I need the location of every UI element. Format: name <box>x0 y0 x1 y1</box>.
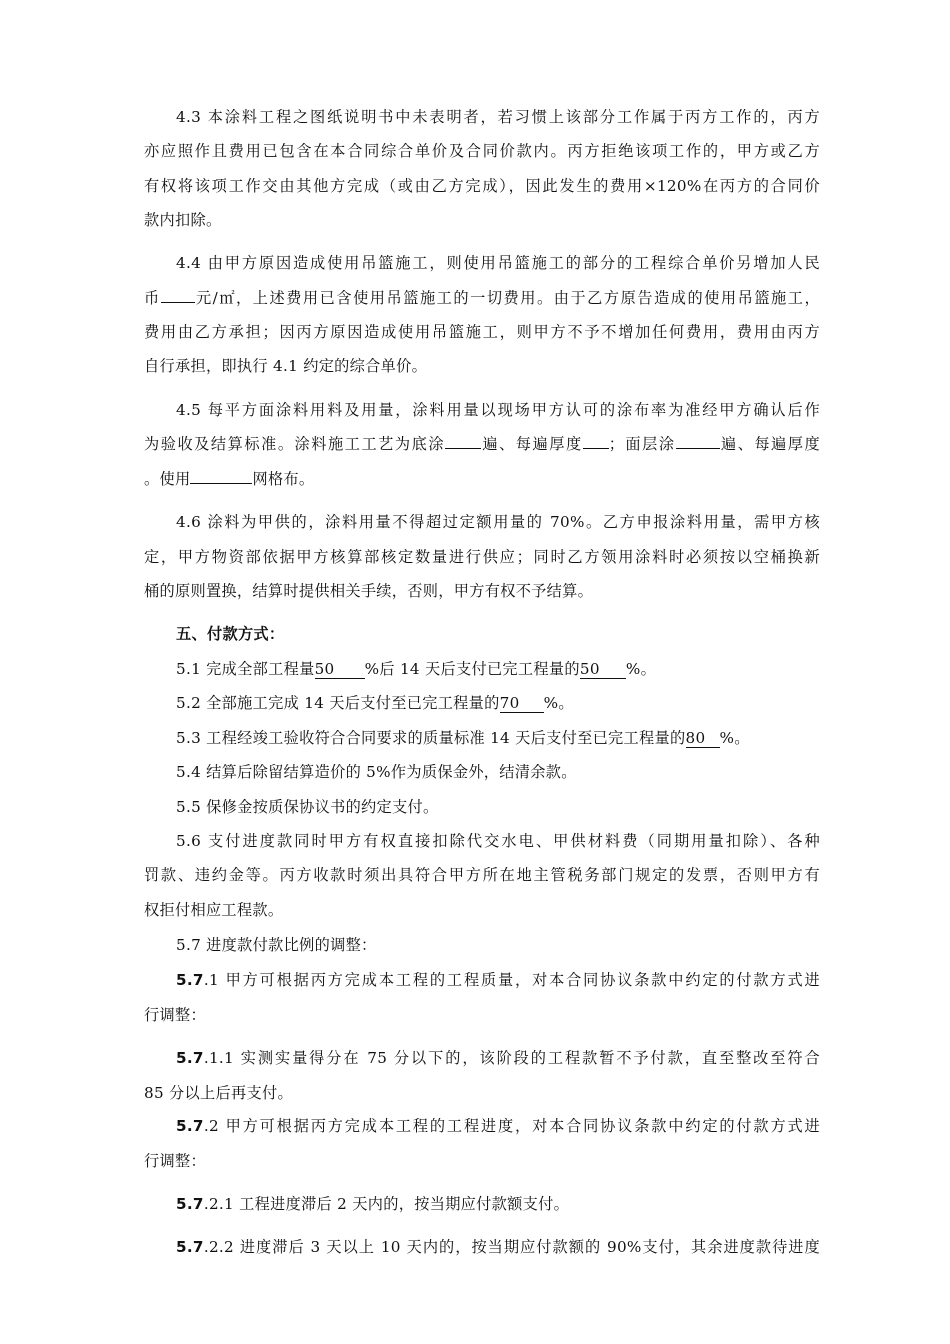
text-segment: 遍、每遍厚度 <box>481 435 583 453</box>
clause-number: 5.7 <box>176 1049 204 1067</box>
text-segment: 5.3 工程经竣工验收符合合同要求的质量标准 14 天后支付至已完工程量的 <box>176 729 686 747</box>
text-segment: ；面层涂 <box>608 435 676 453</box>
clause-number: 5.7 <box>176 1195 204 1213</box>
clause-number: 5.7 <box>176 1117 204 1135</box>
text-segment: %。 <box>625 660 657 678</box>
clause-4-5-line-2 <box>144 427 820 462</box>
blank-field <box>161 302 195 303</box>
clause-5-7-1-line-2: 行调整： <box>144 1006 206 1024</box>
blank-field <box>190 483 252 484</box>
clause-5-6-line-1: 5.6 支付进度款同时甲方有权直接扣除代交水电、甲供材料费（同期用量扣除）、各种 <box>176 832 820 850</box>
clause-5-5: 5.5 保修金按质保协议书的约定支付。 <box>176 798 439 816</box>
clause-5-7-2-line-1 <box>176 1109 820 1144</box>
section-heading-payment: 五、付款方式： <box>176 625 285 643</box>
clause-5-3 <box>176 721 820 756</box>
text-segment: .2.1 工程进度滞后 2 天内的，按当期应付款额支付。 <box>203 1195 570 1213</box>
text-segment: .1.1 实测实量得分在 75 分以下的，该阶段的工程款暂不予付款，直至整改至符合 <box>203 1049 820 1067</box>
text-segment: %。 <box>719 729 750 747</box>
clause-5-7-2-2-line-1 <box>176 1230 820 1265</box>
clause-5-6-line-2: 罚款、违约金等。丙方收款时须出具符合甲方所在地主管税务部门规定的发票，否则甲方有 <box>144 866 820 884</box>
clause-5-7-1-1-line-1 <box>176 1041 820 1076</box>
blank-field <box>583 448 609 449</box>
text-segment: 网格布。 <box>252 470 315 488</box>
clause-4-3-line-3: 有权将该项工作交由其他方完成（或由乙方完成），因此发生的费用×120%在丙方的合同价 <box>144 177 820 195</box>
clause-4-5-line-3 <box>144 462 820 497</box>
clause-4-3-line-4: 款内扣除。 <box>144 211 222 229</box>
clause-4-4-line-2 <box>144 281 820 316</box>
filled-value: 50 <box>580 660 626 679</box>
blank-field <box>445 448 481 449</box>
clause-4-6-line-3: 桶的原则置换，结算时提供相关手续，否则，甲方有权不予结算。 <box>144 582 594 600</box>
filled-value: 80 <box>686 729 720 748</box>
text-segment: 为验收及结算标准。涂料施工工艺为底涂 <box>144 435 446 453</box>
clause-4-5-line-1: 4.5 每平方面涂料用料及用量，涂料用量以现场甲方认可的涂布率为准经甲方确认后作 <box>176 401 820 419</box>
clause-5-7-1-1-line-2: 85 分以上后再支付。 <box>144 1084 293 1102</box>
clause-5-7-2-1 <box>176 1187 820 1222</box>
text-segment: .2.2 进度滞后 3 天以上 10 天内的，按当期应付款额的 90%支付，其余进度款待进度 <box>203 1238 820 1256</box>
blank-field <box>676 448 720 449</box>
clause-5-1 <box>176 652 820 687</box>
clause-4-3-line-1: 4.3 本涂料工程之图纸说明书中未表明者，若习惯上该部分工作属于丙方工作的，丙方 <box>176 108 820 126</box>
clause-5-6-line-3: 权拒付相应工程款。 <box>144 901 284 919</box>
clause-4-4-line-3: 费用由乙方承担；因丙方原因造成使用吊篮施工，则甲方不予不增加任何费用，费用由丙方 <box>144 323 820 341</box>
clause-4-4-line-4: 自行承担，即执行 4.1 约定的综合单价。 <box>144 357 428 375</box>
text-segment: .2 甲方可根据丙方完成本工程的工程进度，对本合同协议条款中约定的付款方式进 <box>203 1117 820 1135</box>
text-segment: 遍、每遍厚度 <box>719 435 820 453</box>
clause-5-7-1-line-1 <box>176 963 820 998</box>
filled-value: 50 <box>315 660 365 679</box>
text-segment: 5.1 完成全部工程量 <box>176 660 315 678</box>
clause-5-4: 5.4 结算后除留结算造价的 5%作为质保金外，结清余款。 <box>176 763 577 781</box>
clause-number: 5.7 <box>176 1238 204 1256</box>
text-segment: 元/㎡，上述费用已含使用吊篮施工的一切费用。由于乙方原告造成的使用吊篮施工， <box>194 289 820 307</box>
clause-5-7: 5.7 进度款付款比例的调整： <box>176 936 377 954</box>
filled-value: 70 <box>500 694 544 713</box>
text-segment: %后 14 天后支付已完工程量的 <box>364 660 580 678</box>
text-segment: 5.2 全部施工完成 14 天后支付至已完工程量的 <box>176 694 500 712</box>
clause-4-3-line-2: 亦应照作且费用已包含在本合同综合单价及合同价款内。丙方拒绝该项工作的，甲方或乙方 <box>144 142 820 160</box>
clause-5-7-2-line-2: 行调整： <box>144 1152 206 1170</box>
clause-5-2 <box>176 686 820 721</box>
clause-4-4-line-1: 4.4 由甲方原因造成使用吊篮施工，则使用吊篮施工的部分的工程综合单价另增加人民 <box>176 254 820 272</box>
text-segment: 。使用 <box>144 470 191 488</box>
text-segment: %。 <box>543 694 574 712</box>
text-segment: 币 <box>144 289 161 307</box>
clause-4-6-line-2: 定，甲方物资部依据甲方核算部核定数量进行供应；同时乙方领用涂料时必须按以空桶换新 <box>144 548 820 566</box>
clause-4-6-line-1: 4.6 涂料为甲供的，涂料用量不得超过定额用量的 70%。乙方申报涂料用量，需甲方核 <box>176 513 820 531</box>
text-segment: .1 甲方可根据丙方完成本工程的工程质量，对本合同协议条款中约定的付款方式进 <box>203 971 820 989</box>
clause-number: 5.7 <box>176 971 204 989</box>
